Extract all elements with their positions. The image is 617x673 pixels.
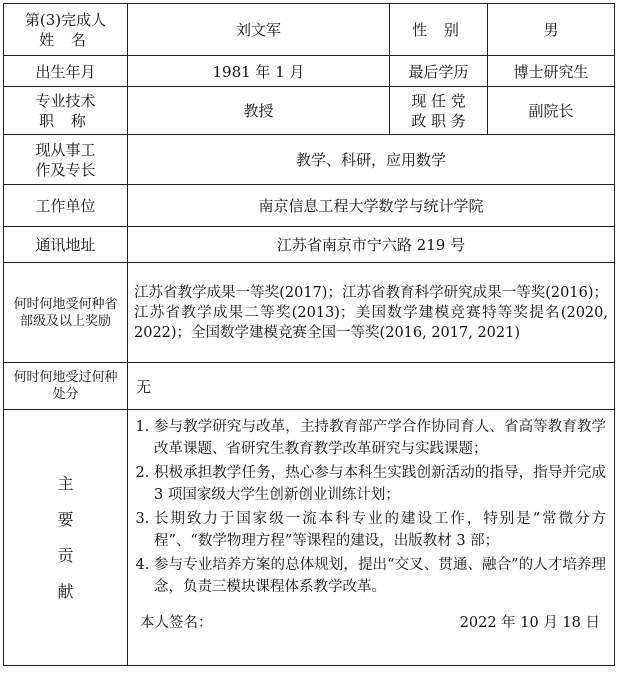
specialty-label-line1: 现从事工 <box>35 140 96 159</box>
title-value: 教授 <box>128 87 390 135</box>
specialty-value: 教学、科研，应用数学 <box>128 135 615 185</box>
post-label-line1: 现 任 党 <box>411 91 466 110</box>
workplace-label: 工作单位 <box>4 185 128 227</box>
post-label-line2: 政 职 务 <box>411 111 466 130</box>
name-value: 刘文军 <box>128 4 390 56</box>
row-specialty <box>4 135 615 185</box>
degree-value: 博士研究生 <box>488 56 615 87</box>
specialty-label-cell <box>4 135 128 185</box>
birth-value: 1981 年 1 月 <box>128 56 390 87</box>
name-label-cell <box>4 4 128 56</box>
row-name <box>4 4 615 56</box>
contribution-item: 3. 长期致力于国家级一流本科专业的建设工作，特别是“常微分方程”、“数学物理方程”等课程的建设，出版教材 3 部； <box>154 508 606 552</box>
punishment-label: 何时何地受过何种处分 <box>4 363 128 410</box>
row-address <box>4 227 615 263</box>
row-birth <box>4 56 615 87</box>
post-value: 副院长 <box>488 87 615 135</box>
awards-value: 江苏省教学成果一等奖(2017)；江苏省教育科学研究成果一等奖(2016)；江苏省教学成果二等奖(2013)；美国数学建模竞赛特等奖提名(2020, 2022)；全国数学建模竞赛全国一等奖(2016, 2017, 2021) <box>128 263 615 363</box>
contribution-item: 4. 参与专业培养方案的总体规划，提出“交叉、贯通、融合”的人才培养理念，负责三模块课程体系教学改革。 <box>154 554 606 598</box>
row-workplace <box>4 185 615 227</box>
birth-label: 出生年月 <box>4 56 128 87</box>
address-label: 通讯地址 <box>4 227 128 263</box>
name-label-line2: 姓 名 <box>39 30 92 49</box>
personal-info-form <box>3 3 614 667</box>
awards-label: 何时何地受何种省部级及以上奖励 <box>4 263 128 363</box>
workplace-value: 南京信息工程大学数学与统计学院 <box>128 185 615 227</box>
contribution-content <box>128 410 615 666</box>
signature-label: 本人签名： <box>140 615 213 631</box>
signature-date: 2022 年 10 月 18 日 <box>459 615 600 631</box>
name-label-line1: 第(3)完成人 <box>24 10 107 29</box>
row-punishment <box>4 363 615 410</box>
address-value: 江苏省南京市宁六路 219 号 <box>128 227 615 263</box>
contribution-label <box>4 410 128 666</box>
contribution-label-char: 要 <box>57 509 74 529</box>
contribution-item: 2. 积极承担教学任务，热心参与本科生实践创新活动的指导，指导并完成 3 项国家级大学生创新创业训练计划； <box>154 462 606 506</box>
contribution-label-char: 主 <box>57 473 74 493</box>
title-label-line2: 职 称 <box>39 111 92 130</box>
contribution-item: 1. 参与教学研究与改革，主持教育部产学合作协同育人、省高等教育教学改革课题、省研究生教育教学改革研究与实践课题； <box>154 416 606 460</box>
punishment-value: 无 <box>128 363 615 410</box>
contribution-list <box>136 416 606 598</box>
title-label-line1: 专业技术 <box>35 91 96 110</box>
form-table <box>3 3 615 666</box>
degree-label: 最后学历 <box>390 56 488 87</box>
specialty-label-line2: 作及专长 <box>35 160 96 179</box>
gender-label: 性 别 <box>390 4 488 56</box>
gender-value: 男 <box>488 4 615 56</box>
signature-line <box>136 612 606 634</box>
contribution-label-char: 贡 <box>57 545 74 565</box>
post-label-cell <box>390 87 488 135</box>
row-contribution <box>4 410 615 666</box>
contribution-label-char: 献 <box>57 581 74 601</box>
row-title <box>4 87 615 135</box>
row-awards <box>4 263 615 363</box>
title-label-cell <box>4 87 128 135</box>
